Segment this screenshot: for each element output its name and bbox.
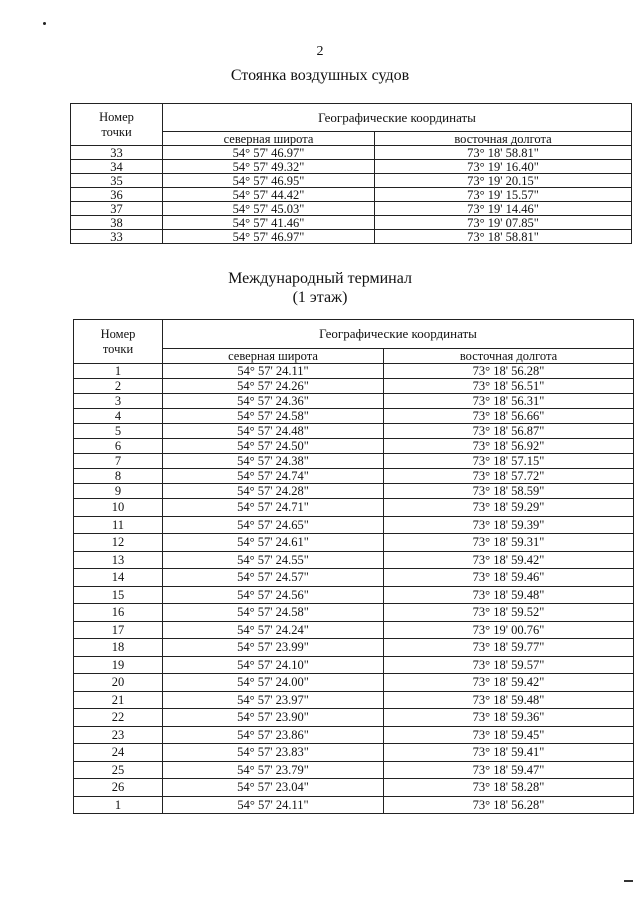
longitude-cell: 73° 18' 56.66" [384, 409, 634, 424]
latitude-cell: 54° 57' 24.71" [163, 499, 384, 517]
longitude-cell: 73° 18' 59.52" [384, 604, 634, 622]
longitude-cell: 73° 18' 59.41" [384, 744, 634, 762]
latitude-cell: 54° 57' 24.00" [163, 674, 384, 692]
longitude-cell: 73° 18' 57.72" [384, 469, 634, 484]
table-row [74, 394, 634, 409]
latitude-cell: 54° 57' 24.61" [163, 534, 384, 552]
latitude-cell: 54° 57' 23.99" [163, 639, 384, 657]
longitude-cell: 73° 18' 59.31" [384, 534, 634, 552]
latitude-cell: 54° 57' 24.11" [163, 796, 384, 814]
point-number-header-line1: Номер [99, 109, 134, 124]
point-number-cell: 7 [74, 454, 163, 469]
point-number-cell: 8 [74, 469, 163, 484]
latitude-cell: 54° 57' 23.97" [163, 691, 384, 709]
longitude-cell: 73° 18' 59.48" [384, 586, 634, 604]
longitude-header: восточная долгота [384, 349, 634, 364]
table-row [74, 796, 634, 814]
point-number-cell: 25 [74, 761, 163, 779]
table-row [74, 656, 634, 674]
point-number-header-line2: точки [101, 124, 132, 139]
latitude-cell: 54° 57' 24.26" [163, 379, 384, 394]
international-terminal-coordinates-table [73, 319, 634, 814]
longitude-cell: 73° 18' 59.42" [384, 674, 634, 692]
table-row [74, 744, 634, 762]
point-number-cell: 33 [71, 146, 163, 160]
longitude-cell: 73° 18' 57.15" [384, 454, 634, 469]
table-row [74, 409, 634, 424]
latitude-cell: 54° 57' 23.79" [163, 761, 384, 779]
latitude-cell: 54° 57' 24.38" [163, 454, 384, 469]
point-number-cell: 24 [74, 744, 163, 762]
scan-speck [43, 22, 46, 25]
longitude-cell: 73° 18' 59.48" [384, 691, 634, 709]
scan-dash-mark [624, 880, 633, 882]
latitude-cell: 54° 57' 23.90" [163, 709, 384, 727]
longitude-cell: 73° 19' 20.15" [375, 174, 632, 188]
point-number-cell: 4 [74, 409, 163, 424]
point-number-cell: 9 [74, 484, 163, 499]
longitude-cell: 73° 18' 56.87" [384, 424, 634, 439]
longitude-cell: 73° 18' 56.92" [384, 439, 634, 454]
table-row [74, 586, 634, 604]
longitude-cell: 73° 19' 07.85" [375, 216, 632, 230]
table-row [74, 604, 634, 622]
point-number-cell: 18 [74, 639, 163, 657]
point-number-cell: 14 [74, 569, 163, 587]
longitude-cell: 73° 19' 00.76" [384, 621, 634, 639]
point-number-cell: 2 [74, 379, 163, 394]
latitude-cell: 54° 57' 44.42" [163, 188, 375, 202]
longitude-header: восточная долгота [375, 132, 632, 146]
point-number-cell: 36 [71, 188, 163, 202]
latitude-cell: 54° 57' 24.10" [163, 656, 384, 674]
section-title-aircraft-parking: Стоянка воздушных судов [230, 67, 410, 84]
longitude-cell: 73° 18' 59.57" [384, 656, 634, 674]
table-row [74, 761, 634, 779]
latitude-cell: 54° 57' 24.48" [163, 424, 384, 439]
longitude-cell: 73° 19' 16.40" [375, 160, 632, 174]
latitude-cell: 54° 57' 46.97" [163, 146, 375, 160]
point-number-header [71, 104, 163, 146]
table-row [71, 188, 632, 202]
table-row [74, 499, 634, 517]
latitude-cell: 54° 57' 24.36" [163, 394, 384, 409]
table-row [71, 230, 632, 244]
point-number-cell: 15 [74, 586, 163, 604]
latitude-cell: 54° 57' 24.65" [163, 516, 384, 534]
longitude-cell: 73° 19' 15.57" [375, 188, 632, 202]
latitude-header: северная широта [163, 132, 375, 146]
table-row [74, 726, 634, 744]
longitude-cell: 73° 18' 58.28" [384, 779, 634, 797]
longitude-cell: 73° 18' 58.59" [384, 484, 634, 499]
table-row [74, 674, 634, 692]
longitude-cell: 73° 18' 58.81" [375, 146, 632, 160]
aircraft-parking-rows [71, 146, 632, 244]
table-row [74, 534, 634, 552]
table-row [74, 691, 634, 709]
table-row [74, 454, 634, 469]
table-row [74, 469, 634, 484]
longitude-cell: 73° 18' 59.29" [384, 499, 634, 517]
point-number-cell: 33 [71, 230, 163, 244]
latitude-cell: 54° 57' 24.55" [163, 551, 384, 569]
table-row [71, 174, 632, 188]
latitude-cell: 54° 57' 24.57" [163, 569, 384, 587]
latitude-cell: 54° 57' 24.56" [163, 586, 384, 604]
latitude-cell: 54° 57' 24.11" [163, 364, 384, 379]
longitude-cell: 73° 18' 56.51" [384, 379, 634, 394]
table-row [71, 160, 632, 174]
point-number-cell: 16 [74, 604, 163, 622]
point-number-header [74, 320, 163, 364]
page-number: 2 [316, 44, 324, 59]
point-number-cell: 1 [74, 364, 163, 379]
latitude-cell: 54° 57' 24.50" [163, 439, 384, 454]
section-subtitle-floor: (1 этаж) [292, 289, 348, 306]
table-row [71, 146, 632, 160]
point-number-cell: 11 [74, 516, 163, 534]
latitude-cell: 54° 57' 24.58" [163, 409, 384, 424]
point-number-header-line1: Номер [100, 326, 136, 341]
point-number-cell: 13 [74, 551, 163, 569]
longitude-cell: 73° 18' 56.28" [384, 796, 634, 814]
table-row [74, 484, 634, 499]
point-number-cell: 10 [74, 499, 163, 517]
latitude-cell: 54° 57' 46.97" [163, 230, 375, 244]
point-number-cell: 26 [74, 779, 163, 797]
latitude-cell: 54° 57' 24.58" [163, 604, 384, 622]
aircraft-parking-coordinates-table [70, 103, 632, 244]
latitude-cell: 54° 57' 23.86" [163, 726, 384, 744]
point-number-cell: 3 [74, 394, 163, 409]
latitude-cell: 54° 57' 24.28" [163, 484, 384, 499]
longitude-cell: 73° 18' 59.39" [384, 516, 634, 534]
latitude-cell: 54° 57' 49.32" [163, 160, 375, 174]
table-row [74, 621, 634, 639]
longitude-cell: 73° 18' 56.31" [384, 394, 634, 409]
longitude-cell: 73° 18' 59.42" [384, 551, 634, 569]
table-row [74, 779, 634, 797]
point-number-cell: 6 [74, 439, 163, 454]
longitude-cell: 73° 18' 59.36" [384, 709, 634, 727]
longitude-cell: 73° 18' 59.47" [384, 761, 634, 779]
latitude-cell: 54° 57' 24.24" [163, 621, 384, 639]
point-number-cell: 35 [71, 174, 163, 188]
latitude-cell: 54° 57' 23.83" [163, 744, 384, 762]
point-number-cell: 34 [71, 160, 163, 174]
latitude-cell: 54° 57' 41.46" [163, 216, 375, 230]
table-row [74, 364, 634, 379]
point-number-cell: 38 [71, 216, 163, 230]
longitude-cell: 73° 19' 14.46" [375, 202, 632, 216]
point-number-cell: 23 [74, 726, 163, 744]
table-row [71, 216, 632, 230]
point-number-cell: 20 [74, 674, 163, 692]
section-title-terminal: Международный терминал [228, 270, 412, 287]
point-number-cell: 37 [71, 202, 163, 216]
point-number-cell: 5 [74, 424, 163, 439]
point-number-cell: 1 [74, 796, 163, 814]
table-row [74, 379, 634, 394]
table-row [74, 709, 634, 727]
latitude-cell: 54° 57' 23.04" [163, 779, 384, 797]
point-number-cell: 19 [74, 656, 163, 674]
longitude-cell: 73° 18' 59.45" [384, 726, 634, 744]
latitude-cell: 54° 57' 46.95" [163, 174, 375, 188]
table-row [74, 439, 634, 454]
latitude-cell: 54° 57' 45.03" [163, 202, 375, 216]
longitude-cell: 73° 18' 59.46" [384, 569, 634, 587]
table-row [71, 202, 632, 216]
terminal-rows [74, 364, 634, 814]
point-number-cell: 21 [74, 691, 163, 709]
point-number-cell: 17 [74, 621, 163, 639]
table-row [74, 639, 634, 657]
geo-coordinates-header: Географические координаты [163, 104, 632, 132]
latitude-header: северная широта [163, 349, 384, 364]
point-number-cell: 22 [74, 709, 163, 727]
geo-coordinates-header: Географические координаты [163, 320, 634, 349]
longitude-cell: 73° 18' 56.28" [384, 364, 634, 379]
latitude-cell: 54° 57' 24.74" [163, 469, 384, 484]
table-row [74, 569, 634, 587]
point-number-header-line2: точки [102, 341, 134, 356]
table-row [74, 551, 634, 569]
longitude-cell: 73° 18' 59.77" [384, 639, 634, 657]
longitude-cell: 73° 18' 58.81" [375, 230, 632, 244]
point-number-cell: 12 [74, 534, 163, 552]
table-row [74, 516, 634, 534]
table-row [74, 424, 634, 439]
